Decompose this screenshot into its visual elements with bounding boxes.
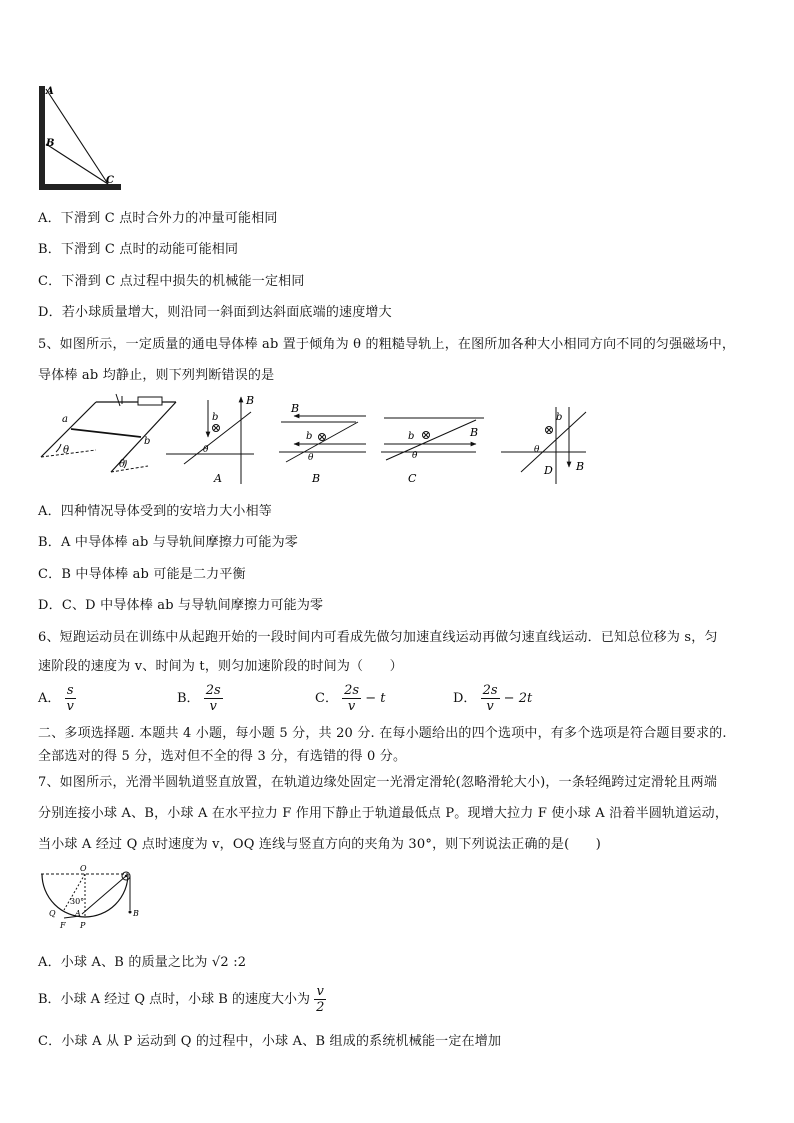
q4-label-A: A [46,86,54,97]
q6-option-a-letter: A． [38,691,61,706]
q7-stem-line1: 7、如图所示，光滑半圆轨道竖直放置，在轨道边缘处固定一光滑定滑轮(忽略滑轮大小)，一条轻绳跨过定滑轮且两端 [38,775,718,790]
q5-stem-line2: 导体棒 ab 均静止，则下列判断错误的是 [38,368,275,383]
q5-option-c[interactable]: C．B 中导体棒 ab 可能是二力平衡 [38,567,246,582]
q5-option-b[interactable]: B．A 中导体棒 ab 与导轨间摩擦力可能为零 [38,535,299,550]
q5-D-caption: D [544,464,553,477]
q5-label-theta2: θ [119,459,126,470]
q5-label-a: a [62,414,68,425]
q5-D-label-B: B [576,460,585,473]
q6-option-a-fraction: $\frac{s}{v}$ [66,683,74,714]
section2-line1: 二、多项选择题. 本题共 4 小题，每小题 5 分，共 20 分. 在每小题给出的四个选项中，有多个选项是符合题目要求的. [38,726,727,741]
q5-figure-A [166,394,254,485]
q5-option-a[interactable]: A．四种情况导体受到的安培力大小相等 [38,504,272,519]
section2-line2: 全部选对的得 5 分，选对但不全的得 3 分，有选错的得 0 分。 [38,749,407,764]
q5-B-caption: B [312,472,321,485]
q7-label-F: F [60,921,66,930]
q5-D-label-theta: θ [534,445,540,455]
q6-option-b-fraction: $\frac{2s}{v}$ [205,683,221,714]
q5-A-label-theta: θ [203,445,209,455]
q6-stem-line2: 速阶段的速度为 v、时间为 t，则匀加速阶段的时间为（ ） [38,659,403,674]
q4-incline-figure [36,84,126,194]
q4-option-b[interactable]: B．下滑到 C 点时的动能可能相同 [38,242,239,257]
q6-option-d[interactable] [453,683,532,714]
q4-option-d[interactable]: D．若小球质量增大，则沿同一斜面到达斜面底端的速度增大 [38,305,392,320]
q6-option-b[interactable] [177,683,223,714]
q7-stem-line2: 分别连接小球 A、B，小球 A 在水平拉力 F 作用下静止于轨道最低点 P。现增大拉力 F 使小球 A 沿着半圆轨道运动， [38,806,729,821]
q6-option-a[interactable] [38,683,76,714]
q5-B-label-b: b [306,431,313,442]
q5-figure-D [501,407,586,484]
q6-option-c[interactable] [315,683,385,714]
q5-C-label-theta: θ [412,451,418,461]
q7-option-b-text: B．小球 A 经过 Q 点时，小球 B 的速度大小为 [38,992,310,1007]
q4-label-C: C [106,175,114,186]
q5-figure-C [381,418,484,485]
q4-option-c[interactable]: C．下滑到 C 点过程中损失的机械能一定相同 [38,274,305,289]
q7-option-c[interactable]: C．小球 A 从 P 运动到 Q 的过程中，小球 A、B 组成的系统机械能一定在增加 [38,1034,502,1049]
q5-A-label-b: b [212,412,219,423]
q7-stem-line3: 当小球 A 经过 Q 点时速度为 v，OQ 连线与竖直方向的夹角为 30°，则下列说法正确的是( ) [38,837,602,852]
q5-C-label-B: B [470,426,479,439]
q5-A-caption: A [214,472,222,485]
q5-figures [36,392,596,492]
q7-option-b-fraction: $\frac{v}{2}$ [316,984,325,1015]
q4-option-a[interactable]: A．下滑到 C 点时合外力的冲量可能相同 [38,211,278,226]
q6-option-c-fraction: $\frac{2s}{v}$ [344,683,360,714]
q7-label-Q: Q [49,909,56,918]
q7-semicircle-figure [36,862,156,934]
q5-figure-B [279,402,366,485]
q5-B-label-theta: θ [308,453,314,463]
q6-option-b-letter: B． [177,691,200,706]
q6-option-d-fraction: $\frac{2s}{v}$ [482,683,498,714]
q5-B-label-B: B [291,402,300,415]
q6-option-c-tail: − t [365,691,386,706]
q7-label-P: P [80,921,86,930]
q6-option-d-letter: D． [453,691,477,706]
q7-label-A: A [75,909,81,918]
q4-label-B: B [46,138,55,149]
q7-label-B: B [133,909,139,918]
q5-stem-line1: 5、如图所示，一定质量的通电导体棒 ab 置于倾角为 θ 的粗糙导轨上，在图所加各种大小相同方向不同的匀强磁场中， [38,337,736,352]
q6-option-d-tail: − 2t [503,691,533,706]
q5-C-label-b: b [408,431,415,442]
q5-A-label-B: B [246,394,255,407]
q7-label-O: O [80,864,87,873]
q6-stem-line1: 6、短跑运动员在训练中从起跑开始的一段时间内可看成先做匀加速直线运动再做匀速直线运动．已知总位移为 s，匀 [38,630,718,645]
q5-rail-figure [41,394,176,472]
q5-option-d[interactable]: D．C、D 中导体棒 ab 与导轨间摩擦力可能为零 [38,598,324,613]
q7-label-angle: 30° [70,897,85,906]
q6-option-c-letter: C． [315,691,338,706]
q7-option-a[interactable]: A．小球 A、B 的质量之比为 √2 :2 [38,955,247,970]
q5-C-caption: C [408,472,417,485]
q5-label-b: b [144,436,151,447]
q7-option-b[interactable] [38,984,326,1015]
q5-D-label-b: b [556,412,563,423]
q5-label-theta1: θ [63,445,70,456]
